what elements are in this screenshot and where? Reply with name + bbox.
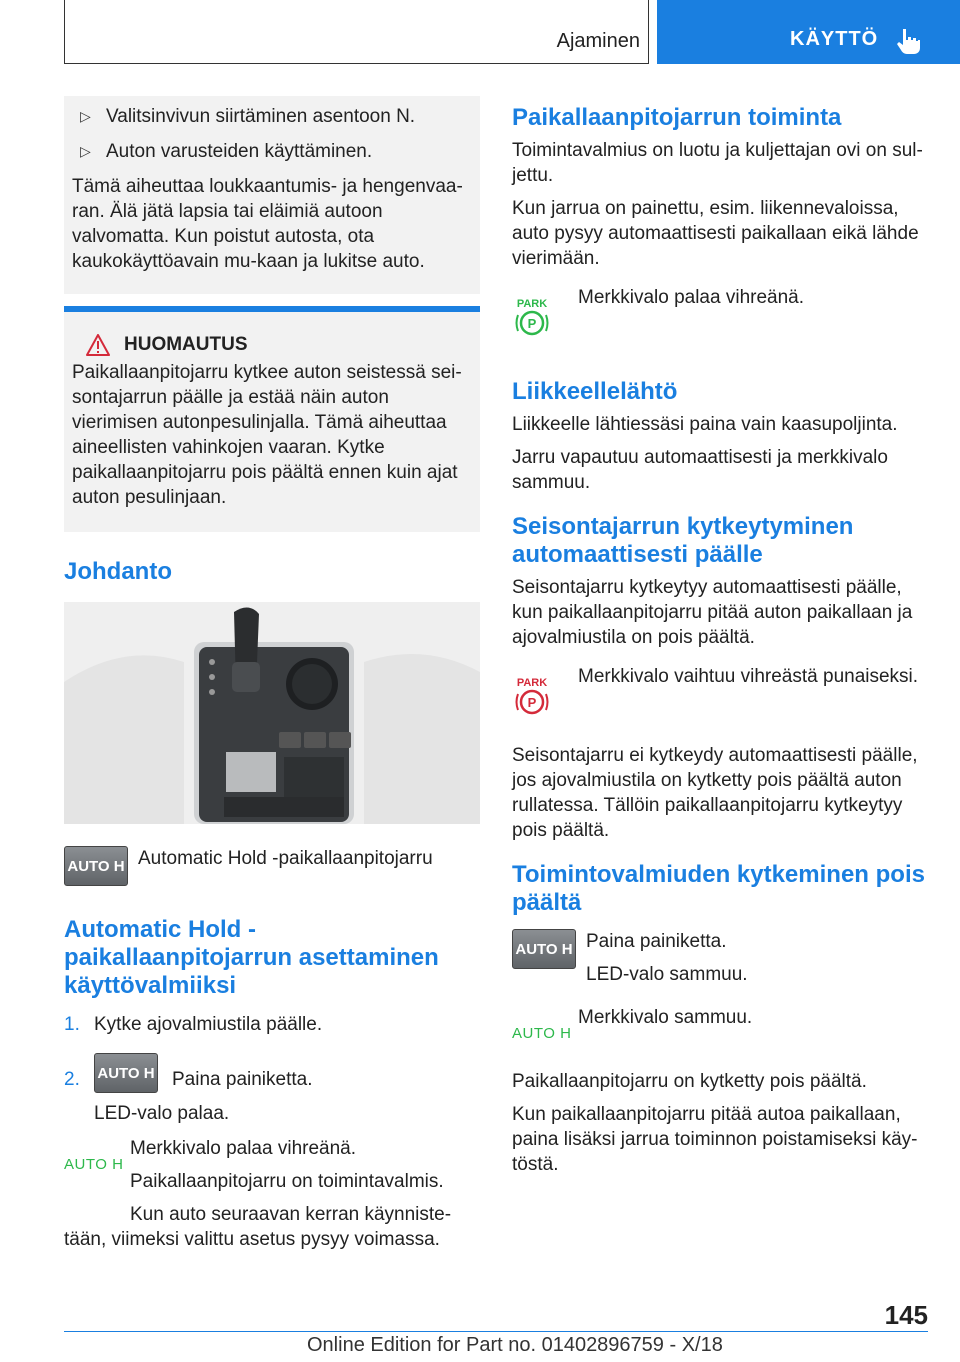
warning-triangle-icon xyxy=(86,334,110,356)
function-indicator-row xyxy=(512,285,928,342)
auto-hold-indicator-icon: AUTO H xyxy=(512,1025,572,1042)
svg-text:PARK: PARK xyxy=(516,298,548,310)
chapter-tab[interactable] xyxy=(657,0,960,64)
heading-function: Paikallaanpitojarrun toiminta xyxy=(512,104,842,131)
park-icon-col xyxy=(512,285,578,342)
step-number: 2. xyxy=(64,1069,80,1090)
indicator-text: Merkkivalo palaa vihreänä. xyxy=(130,1138,357,1159)
hand-pointer-icon xyxy=(893,26,923,56)
park-p2: Seisontajarru ei kytkeydy automaattisesti päälle, jos ajovalmiustila on kytketty pois päältä auton rullatessa. Tällöin paikallaanpitojarru kytkeytyy pois päältä. xyxy=(512,745,918,841)
off-press-row xyxy=(512,929,928,987)
notice-title: HUOMAUTUS xyxy=(124,334,248,355)
off-p2: Kun paikallaanpitojarru pitää autoa paikallaan, paina lisäksi jarrua toiminnon poistamiseksi käy-töstä. xyxy=(512,1104,918,1175)
warning-continuation-box xyxy=(64,96,480,294)
warning-text: Tämä aiheuttaa loukkaantumis- ja hengenvaa-ran. Älä jätä lapsia tai eläimiä autoon valvomatta. Kun poistut autosta, ota kaukokäyttöavain mu-kaan ja lukitse auto. xyxy=(72,176,463,272)
autoh-icon-col xyxy=(512,929,586,969)
heading-start: Liikkeellelähtö xyxy=(512,378,678,405)
step-number: 1. xyxy=(64,1014,80,1035)
footer-divider xyxy=(64,1331,928,1332)
start-p1: Liikkeelle lähtiessäsi paina vain kaasupoljinta. xyxy=(512,414,898,435)
heading-park: Seisontajarrun kytkeytyminen automaattisesti päälle xyxy=(512,513,854,568)
indicator-text: Merkkivalo vaihtuu vihreästä punaiseksi. xyxy=(578,666,919,687)
right-column xyxy=(512,96,928,1177)
page-number: 145 xyxy=(884,1300,928,1330)
auto-hold-indicator-icon: AUTO H xyxy=(64,1156,124,1173)
off-press-text: Paina painiketta. xyxy=(586,931,727,952)
header-section-box xyxy=(64,0,649,64)
warning-list-item: ▷ Auton varusteiden käyttäminen. xyxy=(72,139,472,164)
park-indicator-row xyxy=(512,664,928,721)
photo-caption: Automatic Hold -paikallaanpitojarru xyxy=(138,848,433,869)
auto-hold-button-icon: AUTO H xyxy=(64,846,128,886)
step-text: Kytke ajovalmiustila päälle. xyxy=(94,1014,323,1035)
footer-edition: Online Edition for Part no. 01402896759 - X/18 xyxy=(307,1334,723,1356)
off-p1: Paikallaanpitojarru on kytketty pois päältä. xyxy=(512,1071,867,1092)
warning-list-item: ▷ Valitsinvivun siirtäminen asentoon N. xyxy=(72,104,472,129)
indicator-text: Merkkivalo sammuu. xyxy=(578,1007,753,1028)
notice-box xyxy=(64,306,480,532)
indicator-row xyxy=(64,1136,480,1202)
function-p2: Kun jarrua on painettu, esim. liikennevaloissa, auto pysyy automaattisesti paikallaan eikä lähde vierimään. xyxy=(512,198,919,269)
console-photo xyxy=(64,602,480,824)
off-press-texts xyxy=(586,929,748,987)
indicator-icon-col xyxy=(512,1005,578,1043)
indicator-text: Merkkivalo palaa vihreänä. xyxy=(578,287,805,308)
chapter-tab-label: KÄYTTÖ xyxy=(790,28,879,50)
step-2-sub: LED-valo palaa. xyxy=(94,1103,230,1124)
park-icon-col xyxy=(512,664,578,721)
park-green-icon xyxy=(512,295,552,337)
off-indicator-row xyxy=(512,1005,928,1043)
notice-text: Paikallaanpitojarru kytkee auton seistessä sei-sontajarrun päälle ja estää näin auton vierimisen autonpesulinjalla. Tämä aiheuttaa aineellisten vahinkojen vaaran. Kytke paikallaanpitojarru pois päältä ennen kuin ajat auton pesulinjaan. xyxy=(72,362,462,508)
left-column xyxy=(64,96,480,1252)
console-illustration xyxy=(64,602,480,824)
heading-intro: Johdanto xyxy=(64,558,172,585)
svg-text:P: P xyxy=(527,695,537,710)
step-1 xyxy=(64,1012,480,1037)
step-2 xyxy=(64,1053,480,1093)
auto-hold-button-icon: AUTO H xyxy=(94,1053,158,1093)
heading-setup: Automatic Hold -paikallaanpitojarrun asettaminen käyttövalmiiksi xyxy=(64,916,439,999)
svg-text:P: P xyxy=(527,316,537,331)
park-red-icon xyxy=(512,674,552,716)
off-led-text: LED-valo sammuu. xyxy=(586,964,748,985)
function-p1: Toimintavalmius on luotu ja kuljettajan ovi on sul-jettu. xyxy=(512,140,923,186)
heading-off: Toimintovalmiuden kytkeminen pois päältä xyxy=(512,861,925,916)
autoh-icon-col xyxy=(64,846,138,886)
svg-text:PARK: PARK xyxy=(516,677,548,689)
indicator-icon-col xyxy=(64,1136,130,1174)
photo-caption-row xyxy=(64,846,480,886)
section-title: Ajaminen xyxy=(556,30,640,52)
start-p2: Jarru vapautuu automaattisesti ja merkkivalo sammuu. xyxy=(512,447,888,493)
tail-paragraph: Kun auto seuraavan kerran käynniste-tään, viimeksi valittu asetus pysyy voimassa. xyxy=(64,1204,452,1250)
park-p1: Seisontajarru kytkeytyy automaattisesti päälle, kun paikallaanpitojarru pitää auton paikallaan ja ajovalmiustila on pois päältä. xyxy=(512,577,913,648)
step-text: Paina painiketta. xyxy=(172,1069,313,1090)
auto-hold-button-icon: AUTO H xyxy=(512,929,576,969)
indicator-texts xyxy=(130,1136,444,1202)
notice-header xyxy=(72,334,472,356)
indicator-text: Paikallaanpitojarru on toimintavalmis. xyxy=(130,1171,444,1192)
